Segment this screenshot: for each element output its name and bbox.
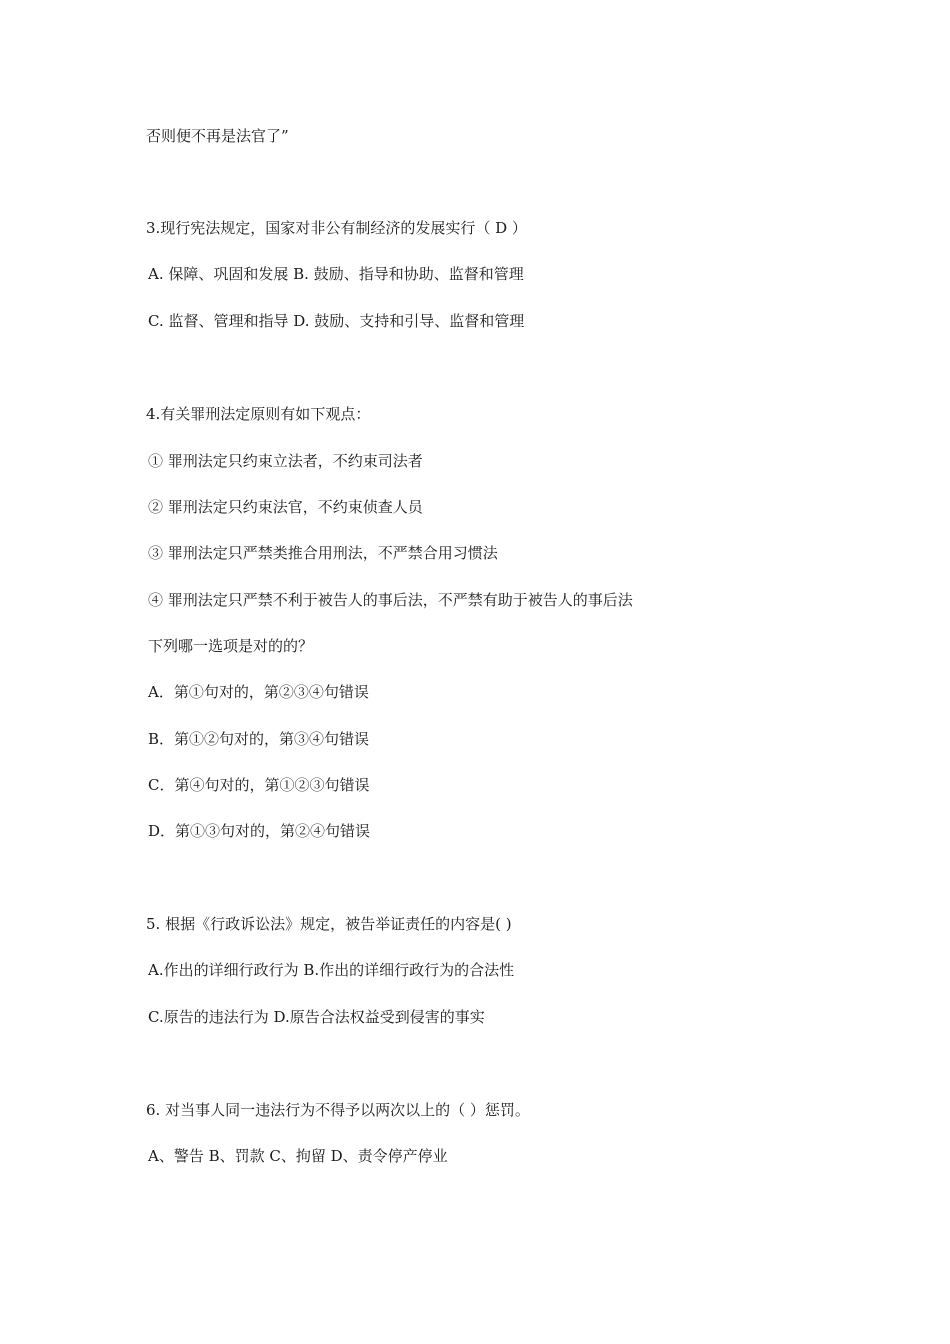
question-6-stem: 6. 对当事人同一违法行为不得予以两次以上的（ ）惩罚。: [146, 1101, 530, 1119]
question-6-options: A、警告 B、罚款 C、拘留 D、责令停产停业: [148, 1147, 448, 1165]
question-5-stem: 5. 根据《行政诉讼法》规定，被告举证责任的内容是( ): [146, 915, 512, 933]
question-4-prompt: 下列哪一选项是对的的？: [148, 637, 314, 655]
question-4-stem: 4.有关罪刑法定原则有如下观点：: [146, 405, 371, 423]
question-3-option-ab: A. 保障、巩固和发展 B. 鼓励、指导和协助、监督和管理: [148, 265, 524, 283]
question-3-stem: 3.现行宪法规定，国家对非公有制经济的发展实行（ D ）: [146, 219, 527, 237]
continuation-text: 否则便不再是法官了”: [146, 127, 289, 145]
question-4-option-b: B．第①②句对的，第③④句错误: [148, 730, 370, 748]
question-4-statement-4: ④ 罪刑法定只严禁不利于被告人的事后法，不严禁有助于被告人的事后法: [148, 591, 633, 609]
question-4-option-d: D．第①③句对的，第②④句错误: [148, 822, 371, 840]
question-5-option-cd: C.原告的违法行为 D.原告合法权益受到侵害的事实: [148, 1008, 485, 1026]
question-5-option-ab: A.作出的详细行政行为 B.作出的详细行政行为的合法性: [148, 961, 515, 979]
question-4-option-c: C．第④句对的，第①②③句错误: [148, 776, 370, 794]
question-4-statement-3: ③ 罪刑法定只严禁类推合用刑法，不严禁合用习惯法: [148, 544, 498, 562]
question-3-option-cd: C. 监督、管理和指导 D. 鼓励、支持和引导、监督和管理: [148, 312, 525, 330]
question-4-statement-2: ② 罪刑法定只约束法官，不约束侦查人员: [148, 498, 423, 516]
question-4-option-a: A．第①句对的，第②③④句错误: [148, 683, 369, 701]
question-4-statement-1: ① 罪刑法定只约束立法者，不约束司法者: [148, 452, 423, 470]
